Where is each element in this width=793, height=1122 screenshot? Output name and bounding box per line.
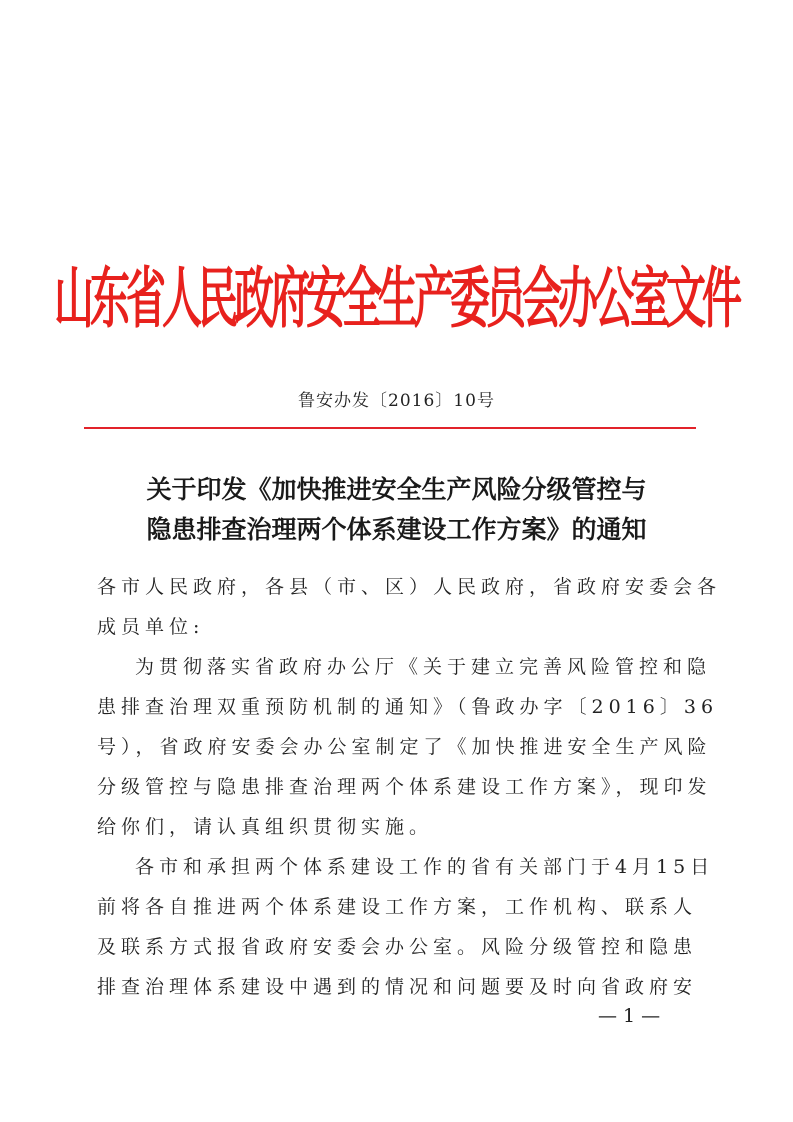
paragraph-1-line-3: 号），省政府安委会办公室制定了《加快推进安全生产风险 <box>97 736 712 758</box>
paragraph-1-line-2: 患排查治理双重预防机制的通知》（鲁政办字〔2016〕36 <box>97 696 719 718</box>
red-separator-line <box>84 427 696 429</box>
paragraph-2-line-1: 各市和承担两个体系建设工作的省有关部门于4月15日 <box>135 856 715 878</box>
paragraph-2-line-4: 排查治理体系建设中遇到的情况和问题要及时向省政府安 <box>97 976 698 998</box>
page-number: — 1 — <box>598 1005 661 1027</box>
paragraph-1-line-5: 给你们，请认真组织贯彻实施。 <box>97 816 434 838</box>
document-number: 鲁安办发〔2016〕10号 <box>298 391 495 411</box>
paragraph-2-line-2: 前将各自推进两个体系建设工作方案，工作机构、联系人 <box>97 896 698 918</box>
salutation-line-2: 成员单位: <box>97 616 205 638</box>
masthead-title: 山东省人民政府安全生产委员会办公室文件 <box>54 259 738 337</box>
notice-title-line-2: 隐患排查治理两个体系建设工作方案》的通知 <box>146 515 647 544</box>
paragraph-1-line-1: 为贯彻落实省政府办公厅《关于建立完善风险管控和隐 <box>135 656 712 678</box>
salutation-line-1: 各市人民政府，各县（市、区）人民政府，省政府安委会各 <box>97 576 722 598</box>
notice-title-line-1: 关于印发《加快推进安全生产风险分级管控与 <box>146 475 647 504</box>
notice-title <box>80 470 713 550</box>
paragraph-1-line-4: 分级管控与隐患排查治理两个体系建设工作方案》，现印发 <box>97 776 712 798</box>
paragraph-2-line-3: 及联系方式报省政府安委会办公室。风险分级管控和隐患 <box>97 936 698 958</box>
notice-body <box>97 567 722 1007</box>
